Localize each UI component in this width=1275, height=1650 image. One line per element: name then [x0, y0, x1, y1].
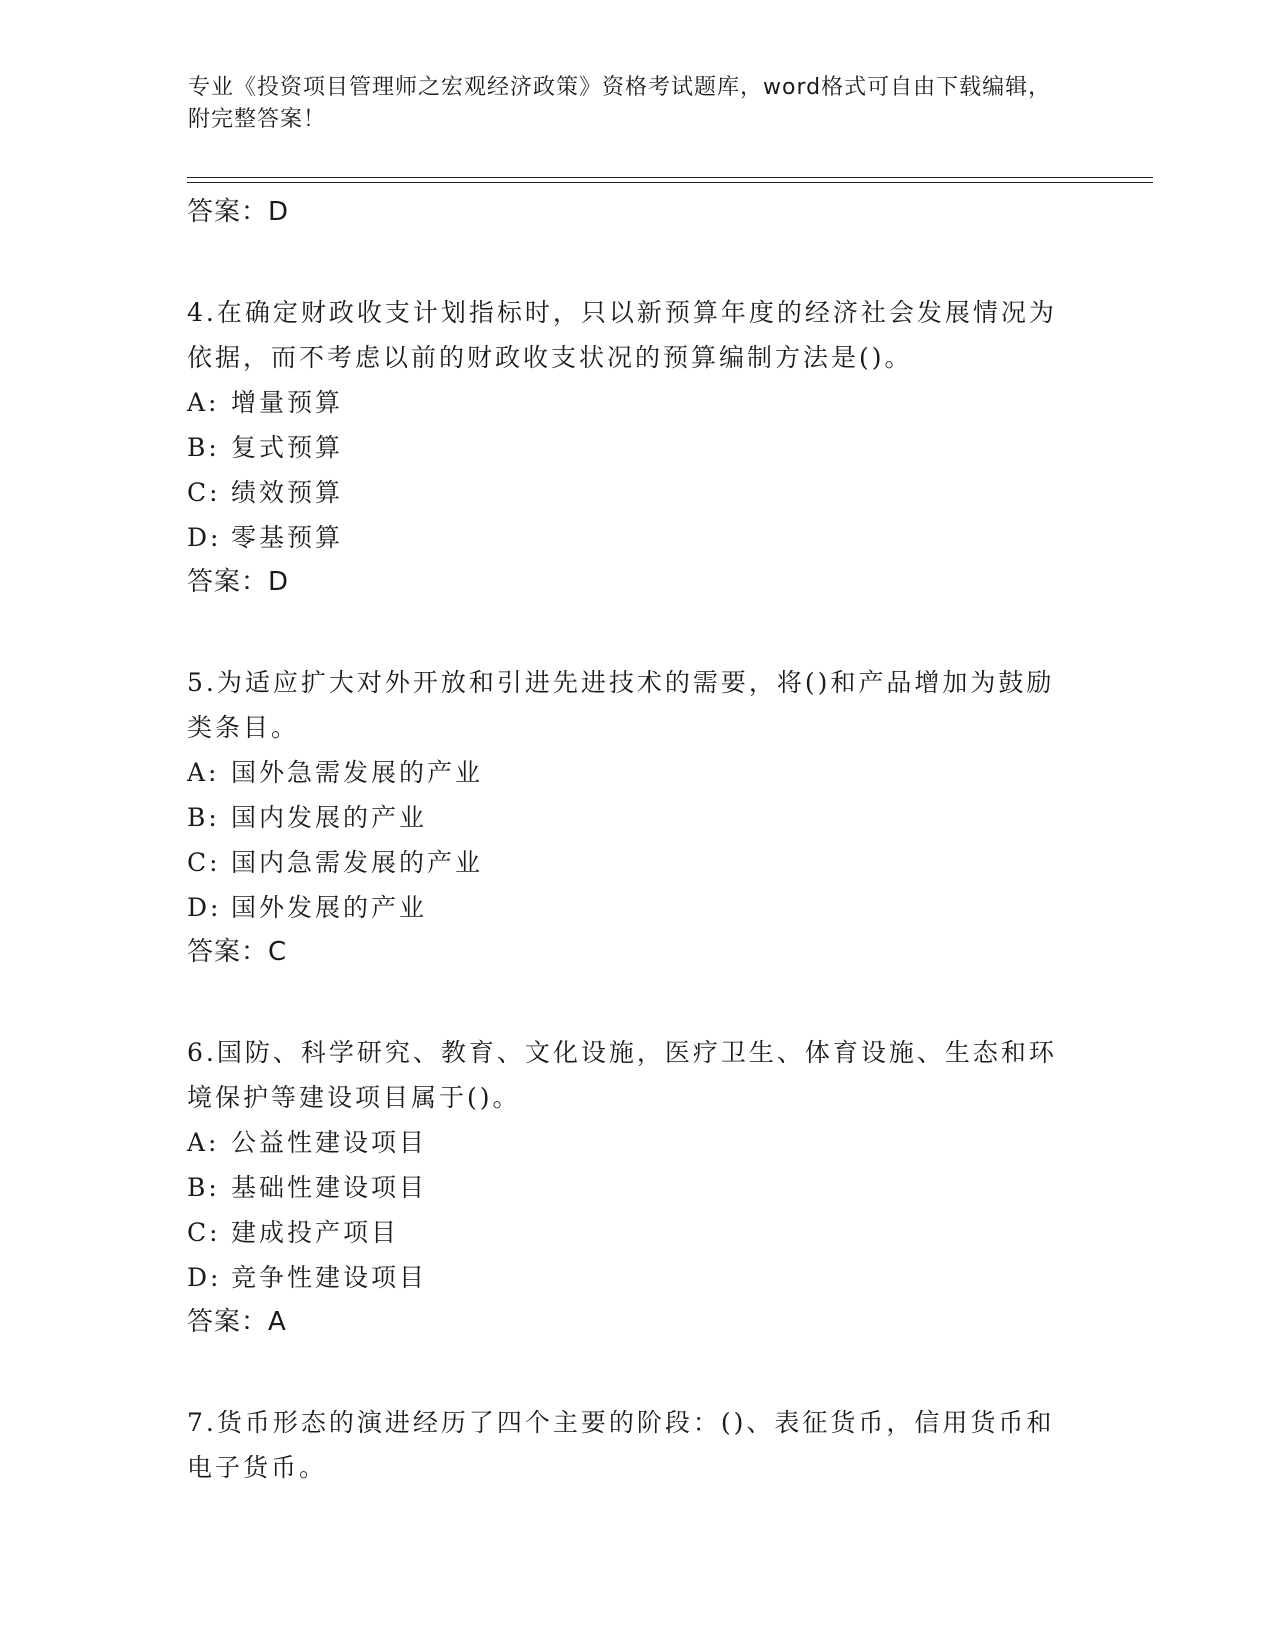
option-text: 零基预算 [231, 523, 344, 552]
option-text: 基础性建设项目 [231, 1173, 428, 1202]
option-key: D: [187, 893, 222, 922]
option-key: B: [187, 433, 220, 462]
question-stem: 7.货币形态的演进经历了四个主要的阶段：()、表征货币，信用货币和电子货币。 [187, 1408, 1055, 1482]
answer-line: 答案：A [187, 1307, 287, 1337]
question-item [187, 1400, 1067, 1490]
option-c [187, 470, 1067, 515]
header-rule-top [187, 177, 1153, 178]
option-c [187, 1210, 1067, 1255]
question-list [187, 190, 1067, 1490]
option-text: 增量预算 [231, 388, 344, 417]
document-header: 专业《投资项目管理师之宏观经济政策》资格考试题库，word格式可自由下载编辑，附完整答案！ [188, 75, 1052, 132]
option-c [187, 840, 1067, 885]
option-text: 复式预算 [231, 433, 344, 462]
option-key: A: [187, 388, 220, 417]
option-a [187, 1120, 1067, 1165]
option-key: D: [187, 523, 222, 552]
option-text: 国内急需发展的产业 [231, 848, 484, 877]
option-text: 建成投产项目 [231, 1218, 400, 1247]
option-key: C: [187, 848, 221, 877]
option-b [187, 1165, 1067, 1210]
option-key: C: [187, 1218, 221, 1247]
option-text: 绩效预算 [231, 478, 344, 507]
question-item [187, 1030, 1067, 1344]
option-key: A: [187, 1128, 220, 1157]
option-b [187, 795, 1067, 840]
option-d [187, 1255, 1067, 1300]
option-text: 竞争性建设项目 [231, 1263, 428, 1292]
answer-line: 答案：C [187, 937, 288, 967]
option-d [187, 515, 1067, 560]
question-stem: 5.为适应扩大对外开放和引进先进技术的需要，将()和产品增加为鼓励类条目。 [187, 668, 1055, 742]
header-rule-bottom [187, 182, 1153, 183]
option-text: 公益性建设项目 [231, 1128, 428, 1157]
option-text: 国外急需发展的产业 [231, 758, 484, 787]
option-text: 国内发展的产业 [231, 803, 428, 832]
answer-line: 答案：D [187, 567, 290, 597]
question-item [187, 290, 1067, 604]
option-key: C: [187, 478, 221, 507]
option-a [187, 750, 1067, 795]
question-stem: 4.在确定财政收支计划指标时，只以新预算年度的经济社会发展情况为依据，而不考虑以前的财政收支状况的预算编制方法是()。 [187, 298, 1057, 372]
option-key: B: [187, 1173, 220, 1202]
option-key: A: [187, 758, 220, 787]
option-a [187, 380, 1067, 425]
answer-line: 答案：D [187, 197, 290, 227]
option-text: 国外发展的产业 [231, 893, 428, 922]
question-item [187, 660, 1067, 974]
option-key: B: [187, 803, 220, 832]
option-b [187, 425, 1067, 470]
question-stem: 6.国防、科学研究、教育、文化设施，医疗卫生、体育设施、生态和环境保护等建设项目属于()。 [187, 1038, 1057, 1112]
option-key: D: [187, 1263, 222, 1292]
option-d [187, 885, 1067, 930]
